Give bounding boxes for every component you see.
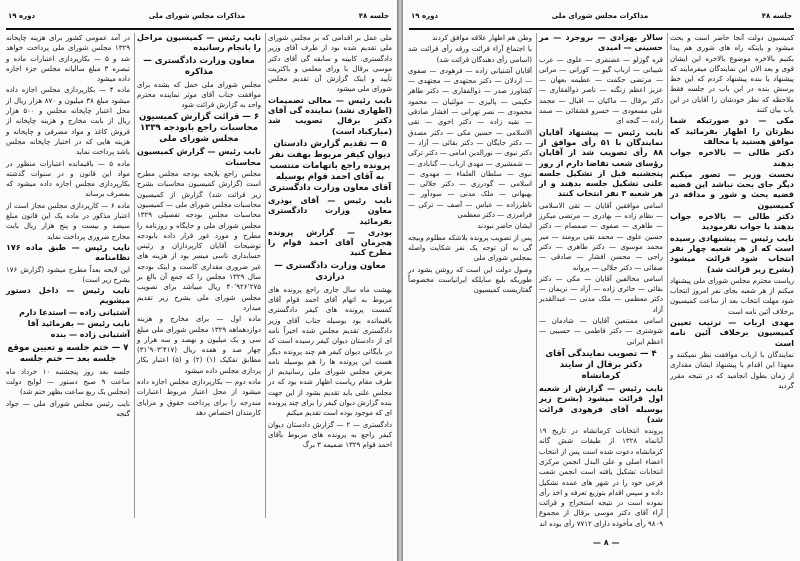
speaker-paragraph: دکتر طالی — بالاخره جواب بدهند یا جواب نفرمودید: [670, 212, 794, 232]
speaker-paragraph: نایب رئیس — طبق ماده ۱۷۶ نظامنامه: [6, 242, 130, 263]
paragraph: ایشان حاضر نبودند: [477, 222, 532, 231]
paragraph: بهشت ماه سال جاری راجع پرونده های مربوط به اتهام آقای احمد قوام آقای کمست پرونده های کیفر دادگستری باقیمانده بود بوسیله جناب آقای وزیر دادگستری تقدیم مجلس شده اخیراً نامه ای از دادستان دیوان کیفر رسیده است که در بایگانی دیوان کیفر هم چند پرونده دیگر هست این پرونده ها را هم بوسیله نامه بعرض مجلس شورای ملی رسانیدیم از طرف مقام ریاست اظهار شده بود که در مجلس علنی باید تقدیم بشود از این جهت بنده گزارش دیوان کیفر را برای چند پرونده ای که موجود بوده است تقدیم میکنم: [268, 285, 392, 418]
column-divider: [265, 33, 266, 518]
text-column: [408, 33, 532, 518]
paragraph: پرونده انتخابات کرمانشاه در تاریخ ۱۹ آبانماه ۱۳۲۸ از طبقات شش گانه کرمانشاه دعوت شده است پس از انتخاب اعضاء اصلی و علی البدل انجمن مرکزی انتخابات تشکیل یافته است انجمن شعب فرعی خود را در شهر های عمده تشکیل داده و سپس اقدام بتوزیع تعرفه و اخذ رأی نموده است در نتیجه استخراج و قرائت آراء آقای دکتر موسی برقال از مجموع ۹۸۰۹ رأی مأخوذه دارای ۷۷۱۲ رأی بوده اند: [539, 427, 664, 528]
paragraph: مجلس شورای ملی حمل که بشده برای موافقت جناب آقای موثر نماینده محترم واحد به گزارش قرائت شود: [137, 80, 261, 110]
speaker-paragraph: نایب رئیس — گزارش از شعبه اول قرائت میشود (بشرح زیر بوسیله آقای فرهودی قرائت شد): [539, 383, 663, 424]
section-heading: ۷ — ختم جلسه و تعیین موقع جلسه بعد — ختم جلسه: [7, 342, 129, 364]
paragraph: قره گوزلو — غضنفری — علوی — عرب شیبانی — ارباب گیو — کورانی — مراتی — مرتضی حکمت — عطیمه بعهان — عزیز اعظم زنگنه — ناصر ذوالفقاری — دکتر برقال — ماکیان — اقبال — محمد علی مسعودی — خسرو قشقائی — صمد زاده — گنجه ای: [539, 55, 663, 126]
section-heading: معاون وزارت دادگستری — مذاکره: [143, 55, 255, 77]
paragraph: ماده ۵ — باقیمانده اعتبارات منظور در مواد این قانون و در سنوات گذشته بکارپردازی مجلس اجازه داده میشود که بمصرف برساند: [6, 159, 130, 199]
header-issue: دوره ۱۹: [411, 12, 439, 20]
section-heading: ۶ — قرائت گزارش کمیسیون محاسبات راجع بابودجه ۱۳۳۹ مجلس شورای ملی: [138, 112, 260, 145]
text-column: [539, 33, 664, 528]
paragraph: در آمد عمومی کشور برای هزینه چاپخانه ۱۳۲۹ مجلس شورای ملی پرداخت خواهد شد و ۵ — بکارپردازی اعتبارات ماده و تبصره ۳ مبلغ سالیانه مجلس جزء اجازه داده میشود: [6, 34, 130, 84]
speaker-paragraph: سالار بهزادی — بروجرد — مر حسینی — امیدی: [539, 33, 663, 53]
paragraph: ملی عمل بر اقدامی که بر مجلس شورای ملی تقدیم شده بود از طرف آقای وزیر دادگستری. کابینه و سابقه گی آقای دکتر موسی برقال با ورای معلمی و باکثریت تأیید و اینک گزارش آن تقدیم مجلس شورای ملی میشود: [268, 34, 392, 94]
header-rule: [6, 28, 391, 30]
paragraph: وطن هم اظهار علاقه موافق کردند: [432, 34, 532, 42]
section-heading: معاون وزارت دادگستری — درازدی: [274, 260, 386, 282]
left-page: [0, 0, 397, 561]
speaker-paragraph: دکتر طالی — بالاخره جواب بدهند: [670, 148, 794, 168]
paragraph: ماده ۶ — کارپردازی مجلس مجاز است از اعتبار مذکور در ماده یک این قانون مبلغ سیصد و بیست و پنج هزار ریال بابت مخارج ضروری پرداخت نماید: [6, 201, 130, 241]
column-divider: [667, 33, 668, 518]
speaker-paragraph: بوذری — گزارش پرونده هجرمان آقای احمد قوام را مطرح کنید: [268, 227, 392, 258]
header-session: جلسه ۴۸: [358, 12, 389, 20]
page-header: [8, 12, 389, 26]
header-rule: [409, 28, 794, 30]
speaker-paragraph: نایب رئیس — پیشنهاد آقایان نمایندگان با ۵۱ رأی موافق از ۸۸ رأی تصویب شد از آقایان رؤسای شعب تقاضا دارم از روز پنجشنبه قبل از تشکیل جلسه علنی تشکیل جلسه بدهند و از هر شعبه ۳ نفر انتخاب کنند: [539, 127, 663, 199]
page-header: [411, 12, 792, 26]
section-heading: ۴ — تصویب نمایندگی آقای دکتر برقال از سایند کرمانشاه: [545, 348, 657, 381]
paragraph: نمایندگان با ارباب موافقت نظر نمیکنند و معهذا این اقدام با پیشنهاد ایشان مقداری از زمان بطول انجامید که در نتیجه مقرر گردید: [670, 350, 794, 390]
text-column: [670, 33, 794, 518]
speaker-paragraph: نایب رئیس — بفرمائید آقا: [27, 319, 130, 329]
paragraph: پس از تصویب پرونده بلاشکه مطلوم وبیجه گی به آن توجه یک نفر شکایت واصله بمجلس شورای ملی: [408, 233, 532, 263]
speaker-paragraph: آشتیانی زاده — بنده: [50, 330, 130, 340]
speaker-paragraph: آشتیانی زاده — استدعا دارم: [19, 307, 130, 317]
paragraph: وصول دولت این است که روشن بشود در طوریکه بلیع سایلکه ایرانیاست مخصوصاً گفتاریست کمیسیون: [408, 265, 532, 295]
speaker-paragraph: نخست وزیر — تصور میکنم دیگر جای بحث نباشد این قضیه قضیه بحث و شور و مداقه در کمیسیون: [670, 169, 794, 210]
speaker-paragraph: نایب رئیس — معالی تصمیمات (اظهاری نشد) نماینده گی آقای دکتر برقال تصویب شد (مبارکباد است): [268, 95, 392, 136]
right-page: [403, 0, 800, 561]
paragraph: نایب رئیس مجلس شورای ملی — جواد گنجه: [6, 399, 130, 418]
paragraph: اسامی ممتنعین آقایان — شادمان — شوشتری — دکتر فاطمی — حسیبی — اعظم ایرانی: [539, 317, 663, 346]
header-title: مذاکرات مجلس شورای ملی: [148, 12, 246, 20]
paragraph: این لایحه بعداً مطرح میشود (گزارش ۱۷۶ بشرح زیر است): [6, 265, 130, 284]
paragraph: کمیسیون دولت آنجا حاضر است و بحث میشود و یاینکه راه های شوری هم پیدا بکنیم بالاخره موضوع بالاخره این ایشان قوی و بعد الان این نمایندگان میفرمایند که پیشنهاد یا بنده پیشنهاد کردم که این خط پرسش بنده در این باب در جلسه فقط ملاحظه که نظر خودشان را آقایان در این باب بیان کنند: [670, 34, 794, 115]
speaker-paragraph: نایب رئیس — داخل دستور میشویم: [6, 286, 130, 306]
section-heading: ۵ — تقدیم گزارش دادستان دیوان کیفر مربوط بهفت نفر پرونده راجع باتهامات منتسب به آقای احمد قوام بوسیله آقای معاون وزارت دادگستری: [268, 138, 392, 193]
paragraph: ریاست محترم مجلس شورای ملی پیشنهاد میکنم از هر شعبه بجای نفر امروز انتخاب شود مهلت انتخاب بعد از ساعت کمیسیون برخلاف آئین نامه است: [670, 276, 794, 316]
speaker-paragraph: مکی — دو صورتیکه شما نظرتان را اظهار بفرمائید که موافق هستید یا مخالف: [670, 116, 794, 146]
paragraph: جلسه بعد روز پنجشنبه ۱۰ خرداد ماه ساعت ۹ صبح دستور — لوایح دولت (مجلس یک ربع ساعت بظهر ختم شد): [6, 367, 130, 397]
speaker-paragraph: نایب رئیس — آقای بوذری معاون وزارت دادگستری بفرمائید: [268, 195, 392, 226]
paragraph: اسامی موافقین آقایان — تقی الاسلامی — نظام زاده — بهادری — مرتضی میکرز — طاهری — صفوی — صمصام — دکتر حسین علوی — محمد تقی برومند — میر محمد موسوی — دکتر طاهری — دکتر راجی — محسن افشار — صادقی — صفائی — دکتر جلالی — پروانه: [539, 201, 663, 272]
speaker-paragraph: نایب رئیس — گزارش کمیسیون محاسبات: [137, 147, 261, 167]
speaker-paragraph: مهدی ارباب — ترتیب تعیین کمیسیون برخلاف آئین نامه است: [670, 318, 794, 348]
speaker-paragraph: نایب رئیس — پیشنهادی رسیده است که از هر شعبه چهار نفر انتخاب شود قرائت میشود (بشرح زیر قرائت شد): [670, 233, 794, 274]
paragraph: ماده اول — برای مخارج و هزینه دوازدهماهه ۱۳۲۹ مجلس شورای ملی مبلغ سی و یک میلیون و نهصد و سه هزار و چهار صد و هفده ریال (۳۱٬۹۰۳٬۴۱۷) مطابق تفکیک (۱) (۲) و (۵) اعتبار بکار پردازی مجلس داده میشود: [137, 315, 261, 375]
paragraph: اسامی مخالفین آقایان — مکی — دکتر بقائی — حائری زاده — آزاد — نریمان — دکتر معظمی — ملک مدنی — عبدالقدیر آزاد: [539, 274, 663, 314]
paragraph: با اجتماع آراء قرائت ورقه رأی قرائت شد (اسامی رأی دهندگان قرائت شد): [408, 45, 532, 64]
paragraph: ماده دوم — بکارپردازی مجلس اجازه داده میشود از محل اعتبار مربوط اعتبارات مندرجه را برای پرداخت حقوق و مزایای کارمندان اختصاص دهد: [137, 378, 261, 417]
text-column: [137, 33, 261, 518]
paragraph: ماده ۴ — بکارپردازی مجلس اجازه داده میشود مبلغ ۳۸ میلیون و ۸۷۰ هزار ریال از محل اعتبار چاپخانه مجلس و ۵۰۰ هزار ریال از بابت مخارج و هزینه چاپخانه از فروش کاغذ و مواد مصرفی و چاپخانه و هزینه هایی که در اختیار چاپخانه مجلس باشد پرداخت نماید: [6, 86, 130, 157]
header-session: جلسه ۴۸: [761, 12, 792, 20]
text-column: [6, 33, 130, 518]
page-number: — ۸ —: [593, 538, 620, 547]
text-column: [268, 33, 392, 518]
speaker-paragraph: نایب رئیس — کمیسیون مراحل را بانجام رسانیده: [137, 33, 261, 53]
paragraph: دادگستری — ۲ — گزارش دادستان دیوان کیفر راجع به پرونده های مربوط بآقای احمد قوام ۱۳۲۹ ضمیمه ۳ برگ: [268, 420, 392, 450]
paragraph: آقایان آشتیانی زاده — فرهودی — صفوی — اردلان — دکتر مجتهدی — مجتهدی — کشاورز صدر — ذوالفقاری — دکتر طاهر حکیمی — پالیزی — مولتیان — محمود محمودی — نصر تهرانی — افشار صادقی — نقیه زاده — دکتر اخوی — تقی الاسلامی — حسین مکی — دکتر مصدق — دکتر جایگان — دکتر بقائی — آزاد — دکتر نبوی — نورالدین امامی — دکتر ترکی — شمشیری — مهدی ارباب — گنابادی — نبوی — سلطان العلماء — مهدوی — اسلامی — گودرزی — دکتر جلالی — بهبهانی — ملک مدنی — سودآور — ناظرزاده — عباس — آصف — ترکی — فرامرزی — دکتر معظمی: [408, 66, 532, 220]
header-title: مذاکرات مجلس شورای ملی: [551, 12, 649, 20]
column-divider: [134, 33, 135, 518]
paragraph: مجلس راجع بلایحه بودجه مجلس مطرح است (گزارش کمیسیون محاسبات بشرح زیر قرائت شد) گزارش از کمیسیون محاسبات مجلس شورای ملی — کمیسیون محاسبات مجلس بودجه تفصیلی ۱۳۲۹ مجلس شورای ملی و جایگاه و روزنامه را مطرح و مورد غور قرار داده بابودجه توضیحات آقایان کارپردازان و رئیس حسابداری تاسی میسر بود از هزینه های غیر ضروری مقداری کاست و اینک بودجه سال ۱۳۲۹ مجلس را که جمع آن بالغ بر ۴۰٬۹۲۶٬۲۷۵ ریال میباشد برای تصویب مجلس شورای ملی بشرح زیر تقدیم میدارد: [137, 170, 261, 312]
column-divider: [536, 33, 537, 518]
header-issue: دوره ۱۹: [8, 12, 36, 20]
